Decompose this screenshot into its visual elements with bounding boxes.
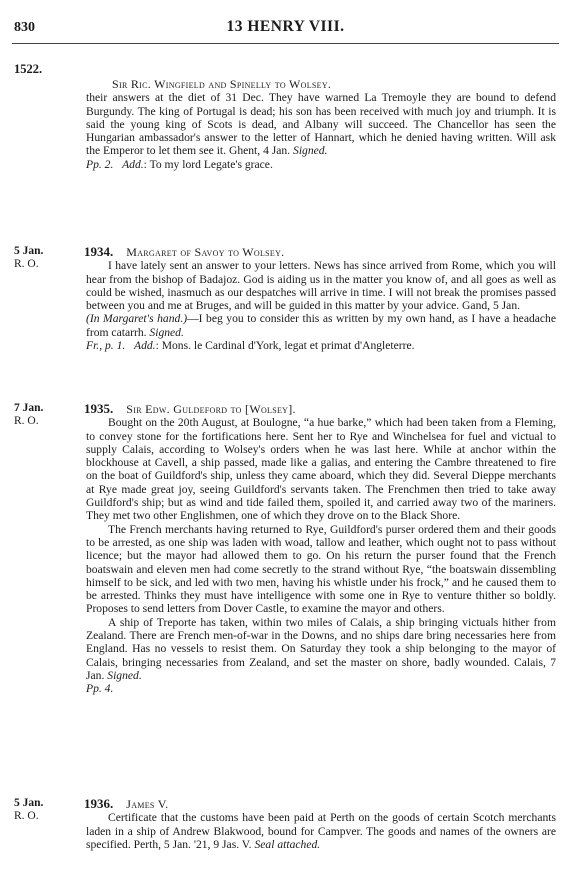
entry-1935: [86, 402, 556, 696]
entry-title: Margaret of Savoy to Wolsey.: [126, 245, 285, 259]
entry-1934: [86, 245, 556, 352]
entry-date: 5 Jan.: [14, 797, 44, 809]
entry-year: 1522.: [14, 62, 43, 76]
entry-wingfield: [86, 78, 556, 171]
entry-footer: Pp. 4.: [86, 682, 114, 696]
entry-source: R. O.: [14, 415, 39, 427]
entry-title: James V.: [126, 797, 169, 811]
entry-body: Certificate that the customs have been paid at Perth on the goods of certain Scotch merchants laden in a ship of Andrew Blakwood, bound for Campver. The goods and names of the owners are specified. Perth, 5 Jan. '21, 9 Jas. V. Seal attached.: [86, 811, 556, 851]
entry-body: their answers at the diet of 31 Dec. They have warned La Tremoyle they are bound to defend Burgundy. The king of Portugal is dead; his son has been received with much joy and triumph. It is said the young king of Scots is dead, and Albany will succeed. The Chancellor has seen the Hungarian ambassador's answer to the letter of Hannart, which he denied having written. Will ask the Emperor to let them see it. Ghent, 4 Jan. Signed.: [86, 91, 556, 158]
entry-number: 1934.: [84, 244, 114, 259]
entry-title: Sir Ric. Wingfield and Spinelly to Wolsey.: [112, 77, 332, 91]
hand-note: (In Margaret's hand.)—I beg you to consider this as written by my own hand, as I have a headache from catarrh. Signed.: [86, 312, 556, 339]
entry-paragraph: Bought on the 20th August, at Boulogne, “a hue barke,” which had been taken from a Fleming, to convey stone for the fortifications here. Sent her to Rye and Winchelsea for fuel and victual to supply Calais, according to Wolsey's orders when he was last here. While at anchor within the blockhouse at Cavell, a ship passed, made like a galias, and entering the Cambre threatened to fire on the boat of Guildford's ship, unless they came aboard, which they did. Several Dieppe merchants at Rye made great joy, seeing Guildford's servants taken. The Frenchmen then tried to take away Guildford's ship; but as wind and tide failed them, spoiled it, and carried away two of the mariners. They met two other Englishmen, one of which they drove on to the Black Shore.: [86, 416, 556, 523]
entry-date: 5 Jan.: [14, 245, 44, 257]
entry-1936: [86, 797, 556, 851]
page-number: 830: [14, 20, 35, 35]
entry-number: 1936.: [84, 796, 114, 811]
entry-1935-margin: [14, 402, 43, 428]
header-rule: [12, 43, 559, 44]
entry-source: R. O.: [14, 258, 39, 270]
entry-date: 7 Jan.: [14, 402, 44, 414]
signed-note: Signed.: [293, 144, 328, 158]
running-title: 13 HENRY VIII.: [226, 18, 345, 35]
page-header: [14, 18, 557, 40]
entry-footer: Pp. 2. Add.: To my lord Legate's grace.: [86, 157, 273, 171]
seal-note: Seal attached.: [254, 837, 321, 851]
entry-body: I have lately sent an answer to your letters. News has since arrived from Rome, which you will hear from the bishop of Badajoz. God is aiding us in the matter you know of, and all goes as well as could be wished, inasmuch as our despatches will arrive in time. I will not break the promises passed between you and me at Bruges, and will be guided in this matter by your advice. Gand, 5 Jan.: [86, 259, 556, 313]
entry-paragraph: The French merchants having returned to Rye, Guildford's purser ordered them and their goods to be arrested, as one ship was laden with woad, tallow and leather, which ought not to pass without licence; but the mayor had allowed them to go. On his return the purser found that the French boatswain and eleven men had come secretly to the strand without Rye, “the boatswain dissembling himself to be sick, and led with two men, having his whistle under his frock,” and he caused them to be arrested. Thinks they must have intelligence with some one in Rye to venture thither so boldly. Proposes to send letters from Dover Castle, to examine the mayor and others.: [86, 522, 556, 616]
entry-paragraph: A ship of Treporte has taken, within two miles of Calais, a ship bringing victuals hither from Zealand. There are French men-of-war in the Downs, and no ships dare bring necessaries here from England. Has no vessels to resist them. On Saturday they took a ship belonging to the mayor of Calais, bringing necessaries from Zealand, and set the master on shore, badly wounded. Calais, 7 Jan. Signed.: [86, 615, 556, 682]
entry-footer: Fr., p. 1. Add.: Mons. le Cardinal d'York, legat et primat d'Angleterre.: [86, 339, 415, 353]
entry-source: R. O.: [14, 810, 39, 822]
entry-number: 1935.: [84, 401, 114, 416]
entry-year-margin: [14, 63, 42, 77]
entry-1934-margin: [14, 245, 43, 271]
signed-note: Signed.: [107, 668, 142, 682]
entry-title: Sir Edw. Guldeford to [Wolsey].: [126, 402, 296, 416]
entry-1936-margin: [14, 797, 43, 823]
